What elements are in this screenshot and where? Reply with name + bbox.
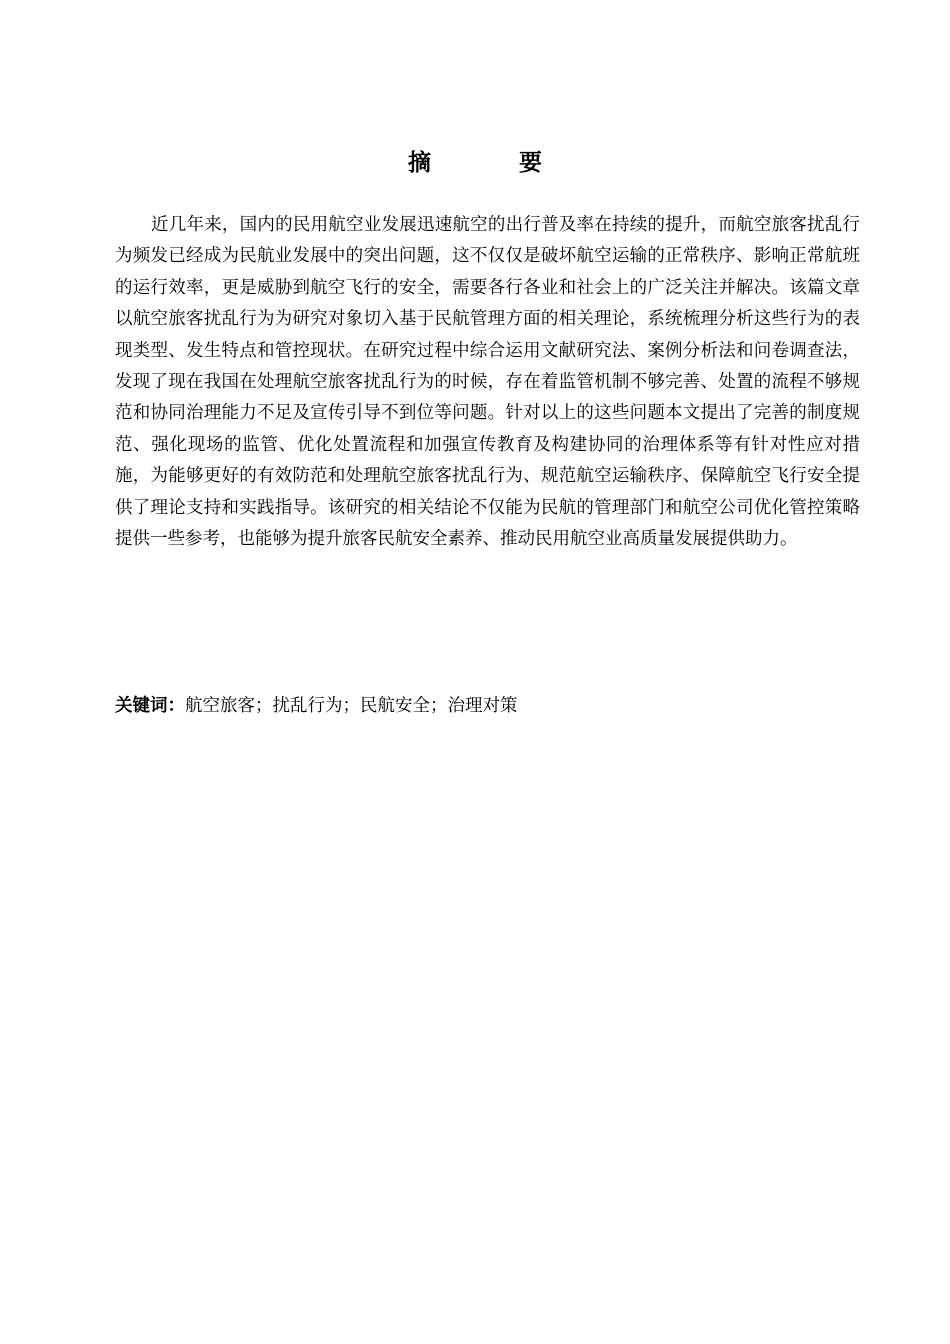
abstract-title: 摘 要: [407, 150, 582, 176]
keywords-line: [115, 692, 860, 720]
keywords-list: 航空旅客；扰乱行为；民航安全；治理对策: [185, 696, 518, 716]
keywords-label: 关键词：: [115, 696, 185, 716]
abstract-paragraph: 近几年来，国内的民用航空业发展迅速航空的出行普及率在持续的提升，而航空旅客扰乱行为频发已经成为民航业发展中的突出问题，这不仅仅是破坏航空运输的正常秩序、影响正常航班的运行效率，更是威胁到航空飞行的安全，需要各行各业和社会上的广泛关注并解决。该篇文章以航空旅客扰乱行为为研究对象切入基于民航管理方面的相关理论，系统梳理分析这些行为的表现类型、发生特点和管控现状。在研究过程中综合运用文献研究法、案例分析法和问卷调查法，发现了现在我国在处理航空旅客扰乱行为的时候，存在着监管机制不够完善、处置的流程不够规范和协同治理能力不足及宣传引导不到位等问题。针对以上的这些问题本文提出了完善的制度规范、强化现场的监管、优化处置流程和加强宣传教育及构建协同的治理体系等有针对性应对措施，为能够更好的有效防范和处理航空旅客扰乱行为、规范航空运输秩序、保障航空飞行安全提供了理论支持和实践指导。该研究的相关结论不仅能为民航的管理部门和航空公司优化管控策略提供一些参考，也能够为提升旅客民航安全素养、推动民用航空业高质量发展提供助力。: [115, 215, 860, 550]
